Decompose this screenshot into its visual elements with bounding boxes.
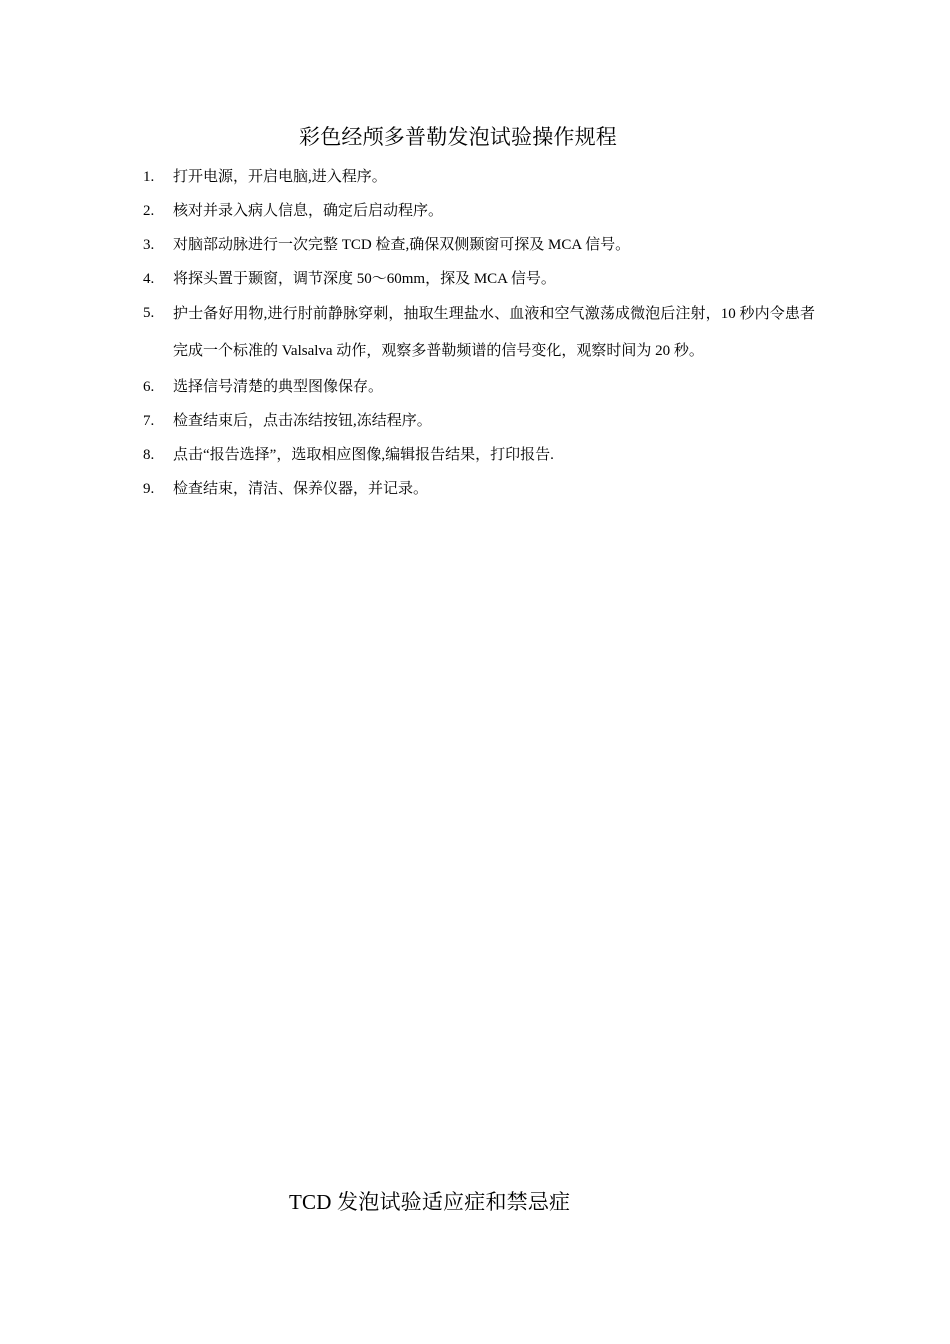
step-number: 5. <box>143 305 155 321</box>
step-number: 1. <box>143 169 155 185</box>
step-number: 8. <box>143 447 155 463</box>
step-number: 7. <box>143 413 155 429</box>
step-number: 4. <box>143 271 155 287</box>
procedure-step <box>143 370 815 404</box>
step-text: 护士备好用物,进行肘前静脉穿刺，抽取生理盐水、血液和空气激荡成微泡后注射，10 秒内令患者完成一个标准的 Valsalva 动作，观察多普勒频谱的信号变化，观察时间为 20 秒。 <box>173 306 815 359</box>
step-number: 3. <box>143 237 155 253</box>
step-text: 核对并录入病人信息，确定后启动程序。 <box>173 203 444 219</box>
step-text: 将探头置于颞窗，调节深度 50～60mm，探及 MCA 信号。 <box>173 271 556 287</box>
step-text: 检查结束，清洁、保养仪器，并记录。 <box>173 481 429 497</box>
step-text: 对脑部动脉进行一次完整 TCD 检查,确保双侧颞窗可探及 MCA 信号。 <box>173 237 631 253</box>
procedure-step <box>143 194 815 228</box>
step-number: 9. <box>143 481 155 497</box>
procedure-step <box>143 228 815 262</box>
procedure-step <box>143 296 815 370</box>
section-title: TCD 发泡试验适应症和禁忌症 <box>289 1190 571 1214</box>
step-number: 6. <box>143 379 155 395</box>
procedure-steps-list <box>143 160 815 506</box>
step-text: 检查结束后，点击冻结按钮,冻结程序。 <box>173 413 432 429</box>
step-text: 打开电源，开启电脑,进入程序。 <box>173 169 387 185</box>
document-title: 彩色经颅多普勒发泡试验操作规程 <box>299 125 617 149</box>
step-number: 2. <box>143 203 155 219</box>
step-text: 选择信号清楚的典型图像保存。 <box>173 379 384 395</box>
step-text: 点击“报告选择”，选取相应图像,编辑报告结果，打印报告. <box>173 447 554 463</box>
procedure-step <box>143 438 815 472</box>
procedure-step <box>143 404 815 438</box>
procedure-step <box>143 262 815 296</box>
procedure-step <box>143 160 815 194</box>
procedure-step <box>143 472 815 506</box>
